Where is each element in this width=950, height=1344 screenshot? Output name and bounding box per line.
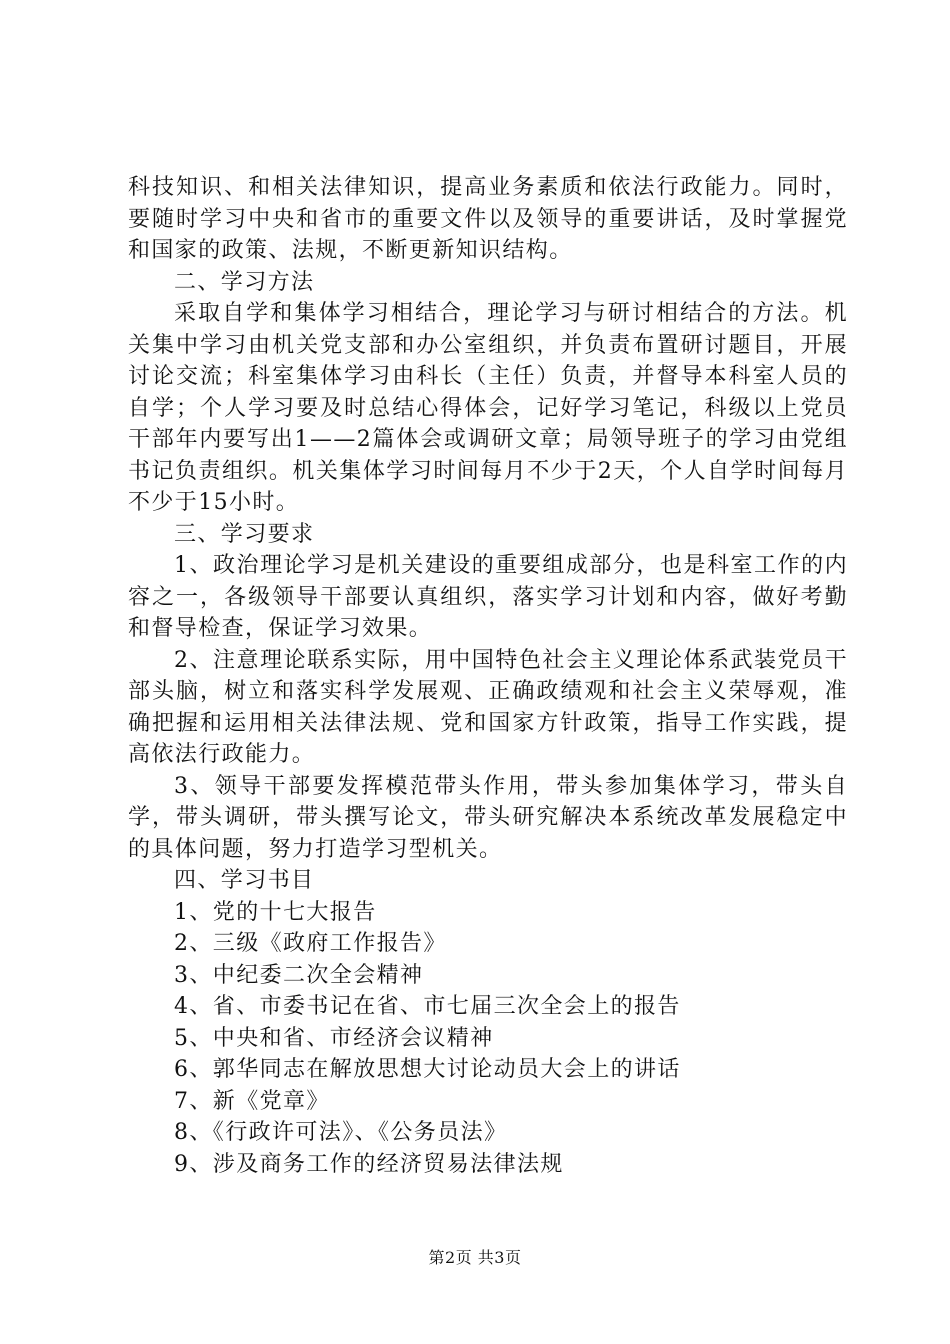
reading-list-item-5: 5、中央和省、市经济会议精神 xyxy=(174,1025,494,1051)
requirement-item-2: 2、注意理论联系实际，用中国特色社会主义理论体系武装党员干部头脑，树立和落实科学发展观、正确政绩观和社会主义荣辱观，准确把握和运用相关法律法规、党和国家方针政策，指导工作实践，提高依法行政能力。 xyxy=(128,647,848,767)
section-heading-reading-list: 四、学习书目 xyxy=(174,868,315,893)
section-heading-study-requirements: 三、学习要求 xyxy=(174,521,315,547)
reading-list-item-1: 1、党的十七大报告 xyxy=(174,899,377,925)
paragraph-study-method: 采取自学和集体学习相结合，理论学习与研讨相结合的方法。机关集中学习由机关党支部和办公室组织，并负责布置研讨题目，开展讨论交流；科室集体学习由科长（主任）负责，并督导本科室人员的自学；个人学习要及时总结心得体会，记好学习笔记，科级以上党员干部年内要写出1——2篇体会或调研文章；局领导班子的学习由党组书记负责组织。机关集体学习时间每月不少于2天，个人自学时间每月不少于15小时。 xyxy=(128,301,848,515)
reading-list-item-3: 3、中纪委二次全会精神 xyxy=(174,962,424,988)
reading-list-item-7: 7、新《党章》 xyxy=(174,1088,330,1114)
requirement-item-3: 3、领导干部要发挥模范带头作用，带头参加集体学习，带头自学，带头调研，带头撰写论文，带头研究解决本系统改革发展稳定中的具体问题，努力打造学习型机关。 xyxy=(128,773,848,862)
reading-list-item-6: 6、郭华同志在解放思想大讨论动员大会上的讲话 xyxy=(174,1057,681,1082)
section-heading-study-method: 二、学习方法 xyxy=(174,269,315,295)
paragraph-continuation: 科技知识、和相关法律知识，提高业务素质和依法行政能力。同时，要随时学习中央和省市的重要文件以及领导的重要讲话，及时掌握党和国家的政策、法规，不断更新知识结构。 xyxy=(128,175,848,263)
reading-list-item-4: 4、省、市委书记在省、市七届三次全会上的报告 xyxy=(174,994,681,1019)
page-number-footer: 第2页 共3页 xyxy=(428,1248,522,1267)
reading-list-item-2: 2、三级《政府工作报告》 xyxy=(174,931,447,956)
document-body xyxy=(128,172,848,1180)
reading-list-item-9: 9、涉及商务工作的经济贸易法律法规 xyxy=(174,1151,564,1177)
reading-list-item-8: 8、《行政许可法》、《公务员法》 xyxy=(174,1120,508,1145)
requirement-item-1: 1、政治理论学习是机关建设的重要组成部分，也是科室工作的内容之一，各级领导干部要认真组织，落实学习计划和内容，做好考勤和督导检查，保证学习效果。 xyxy=(128,553,848,641)
